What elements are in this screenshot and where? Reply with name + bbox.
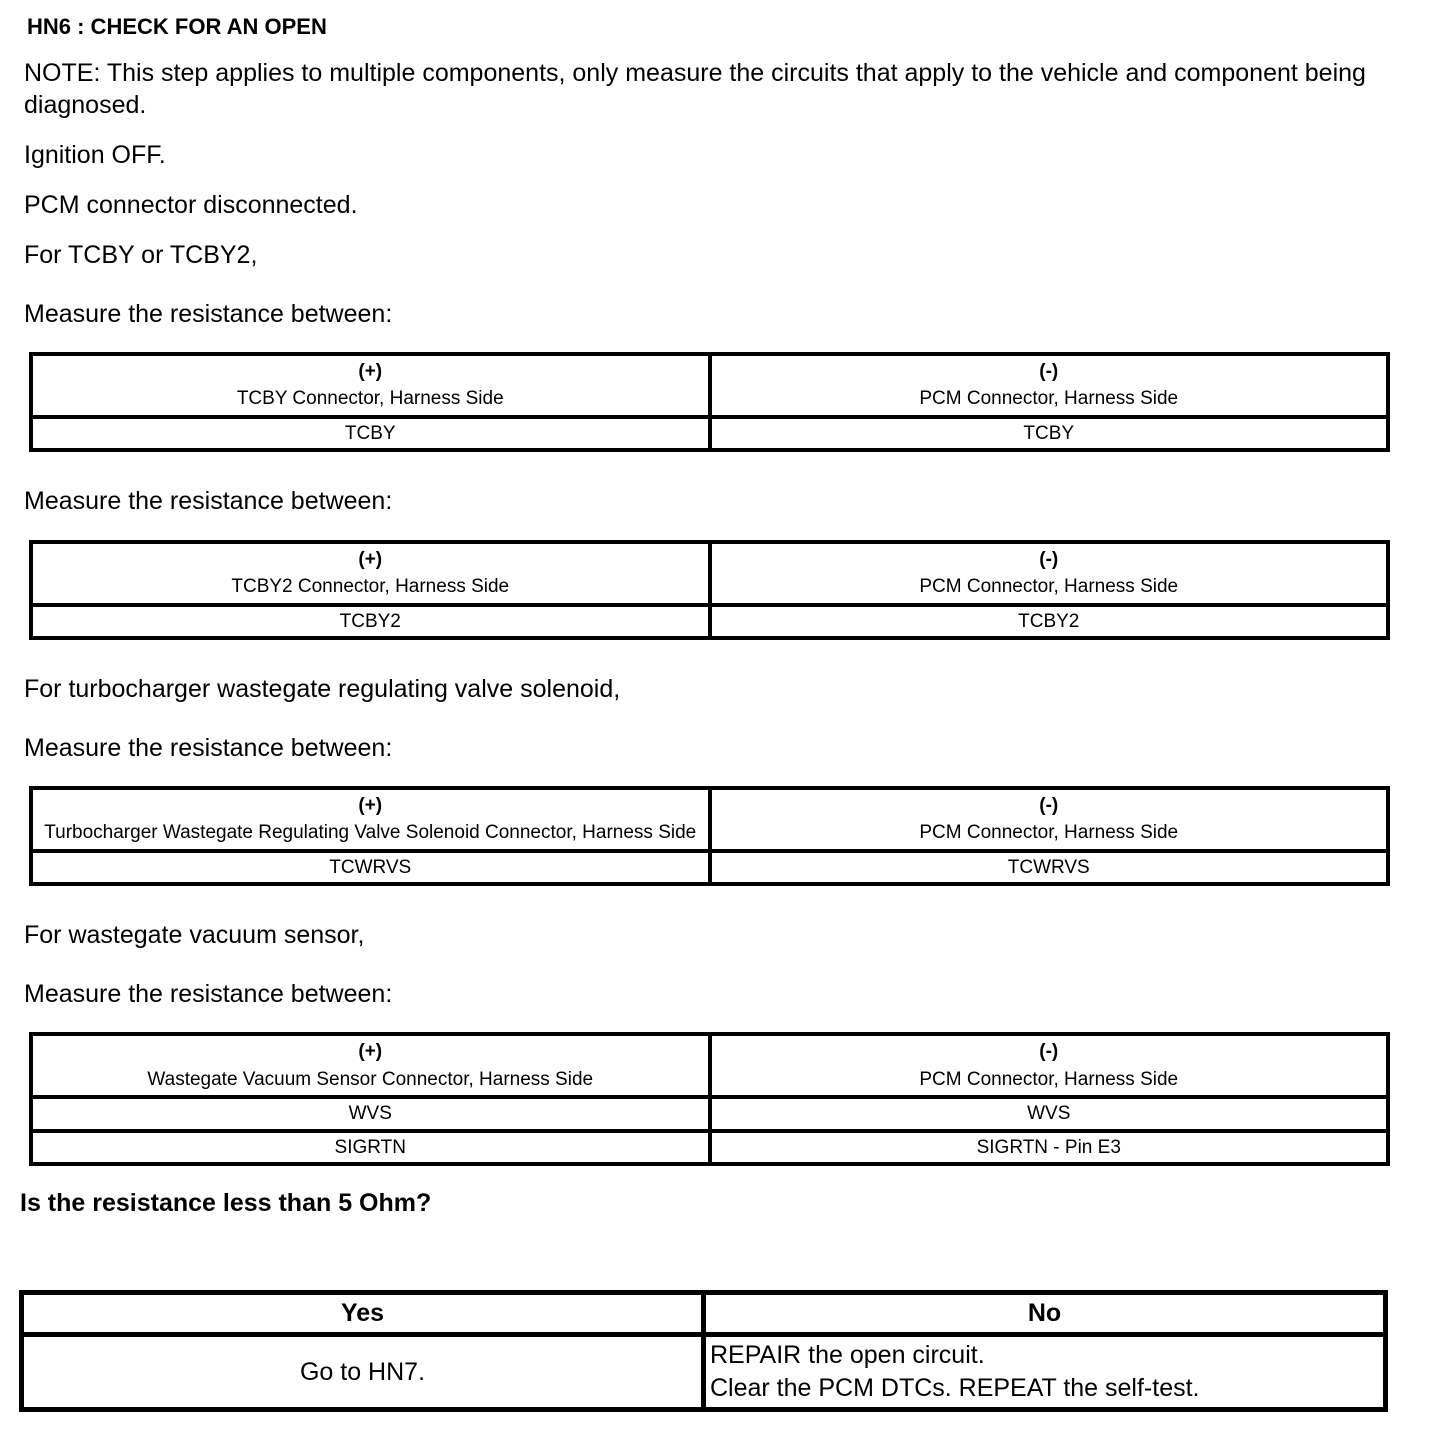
circuit-cell: SIGRTN - Pin E3 [710, 1131, 1389, 1165]
yes-action-cell: Go to HN7. [22, 1335, 704, 1410]
plus-header-cell [31, 1034, 710, 1097]
no-action-cell [704, 1335, 1386, 1410]
minus-sign-label: (-) [1039, 548, 1059, 570]
measurement-table-tcby [29, 352, 1390, 453]
minus-source-label: PCM Connector, Harness Side [919, 576, 1179, 598]
plus-header-cell [31, 354, 710, 417]
circuit-cell: WVS [31, 1097, 710, 1131]
plus-source-label: TCBY2 Connector, Harness Side [231, 576, 510, 598]
table-header-row [31, 354, 1388, 417]
measurement-table-wvs [29, 1032, 1390, 1166]
plus-source-label: Turbocharger Wastegate Regulating Valve Solenoid Connector, Harness Side [44, 822, 697, 844]
plus-sign-label: (+) [358, 794, 383, 816]
plus-header-cell [31, 542, 710, 605]
table-header-row [31, 542, 1388, 605]
measurement-table-tcwrvs [29, 786, 1390, 887]
measure-instruction-1: Measure the resistance between: [24, 299, 393, 328]
for-tcby-paragraph: For TCBY or TCBY2, [24, 241, 258, 270]
circuit-cell: TCBY [31, 417, 710, 451]
minus-header-cell [710, 788, 1389, 851]
circuit-cell: TCBY2 [710, 605, 1389, 639]
measure-instruction-4: Measure the resistance between: [24, 979, 393, 1008]
circuit-cell: TCBY [710, 417, 1389, 451]
section-label-wvs: For wastegate vacuum sensor, [24, 921, 365, 950]
minus-header-cell [710, 354, 1389, 417]
table-row [31, 1131, 1388, 1165]
note-paragraph: NOTE: This step applies to multiple components, only measure the circuits that apply to the vehicle and component being diagnosed. [24, 59, 1366, 119]
decision-table [19, 1290, 1388, 1412]
plus-sign-label: (+) [358, 360, 383, 382]
minus-sign-label: (-) [1039, 1040, 1059, 1062]
no-header-cell: No [704, 1293, 1386, 1335]
no-action-line-1: REPAIR the open circuit. [710, 1341, 985, 1370]
yes-header-cell: Yes [22, 1293, 704, 1335]
decision-header-row [22, 1293, 1386, 1335]
minus-source-label: PCM Connector, Harness Side [919, 822, 1179, 844]
pcm-disconnected-paragraph: PCM connector disconnected. [24, 191, 358, 220]
decision-action-row [22, 1335, 1386, 1410]
table-header-row [31, 788, 1388, 851]
table-row [31, 1097, 1388, 1131]
plus-source-label: TCBY Connector, Harness Side [236, 388, 504, 410]
circuit-cell: TCBY2 [31, 605, 710, 639]
table-row [31, 417, 1388, 451]
minus-header-cell [710, 542, 1389, 605]
table-row [31, 851, 1388, 885]
circuit-cell: WVS [710, 1097, 1389, 1131]
section-label-turbo: For turbocharger wastegate regulating valve solenoid, [24, 675, 621, 704]
plus-header-cell [31, 788, 710, 851]
measure-instruction-3: Measure the resistance between: [24, 733, 393, 762]
minus-sign-label: (-) [1039, 794, 1059, 816]
minus-source-label: PCM Connector, Harness Side [919, 388, 1179, 410]
circuit-cell: TCWRVS [710, 851, 1389, 885]
minus-source-label: PCM Connector, Harness Side [919, 1068, 1179, 1090]
question-heading: Is the resistance less than 5 Ohm? [20, 1189, 432, 1218]
no-action-line-2: Clear the PCM DTCs. REPEAT the self-test. [710, 1374, 1200, 1403]
table-row [31, 605, 1388, 639]
measurement-table-tcby2 [29, 540, 1390, 641]
minus-sign-label: (-) [1039, 360, 1059, 382]
plus-sign-label: (+) [358, 1040, 383, 1062]
plus-source-label: Wastegate Vacuum Sensor Connector, Harness Side [147, 1068, 594, 1090]
measure-instruction-2: Measure the resistance between: [24, 487, 393, 516]
minus-header-cell [710, 1034, 1389, 1097]
table-header-row [31, 1034, 1388, 1097]
ignition-paragraph: Ignition OFF. [24, 140, 166, 169]
circuit-cell: SIGRTN [31, 1131, 710, 1165]
plus-sign-label: (+) [358, 548, 383, 570]
circuit-cell: TCWRVS [31, 851, 710, 885]
page-title: HN6 : CHECK FOR AN OPEN [27, 14, 327, 39]
